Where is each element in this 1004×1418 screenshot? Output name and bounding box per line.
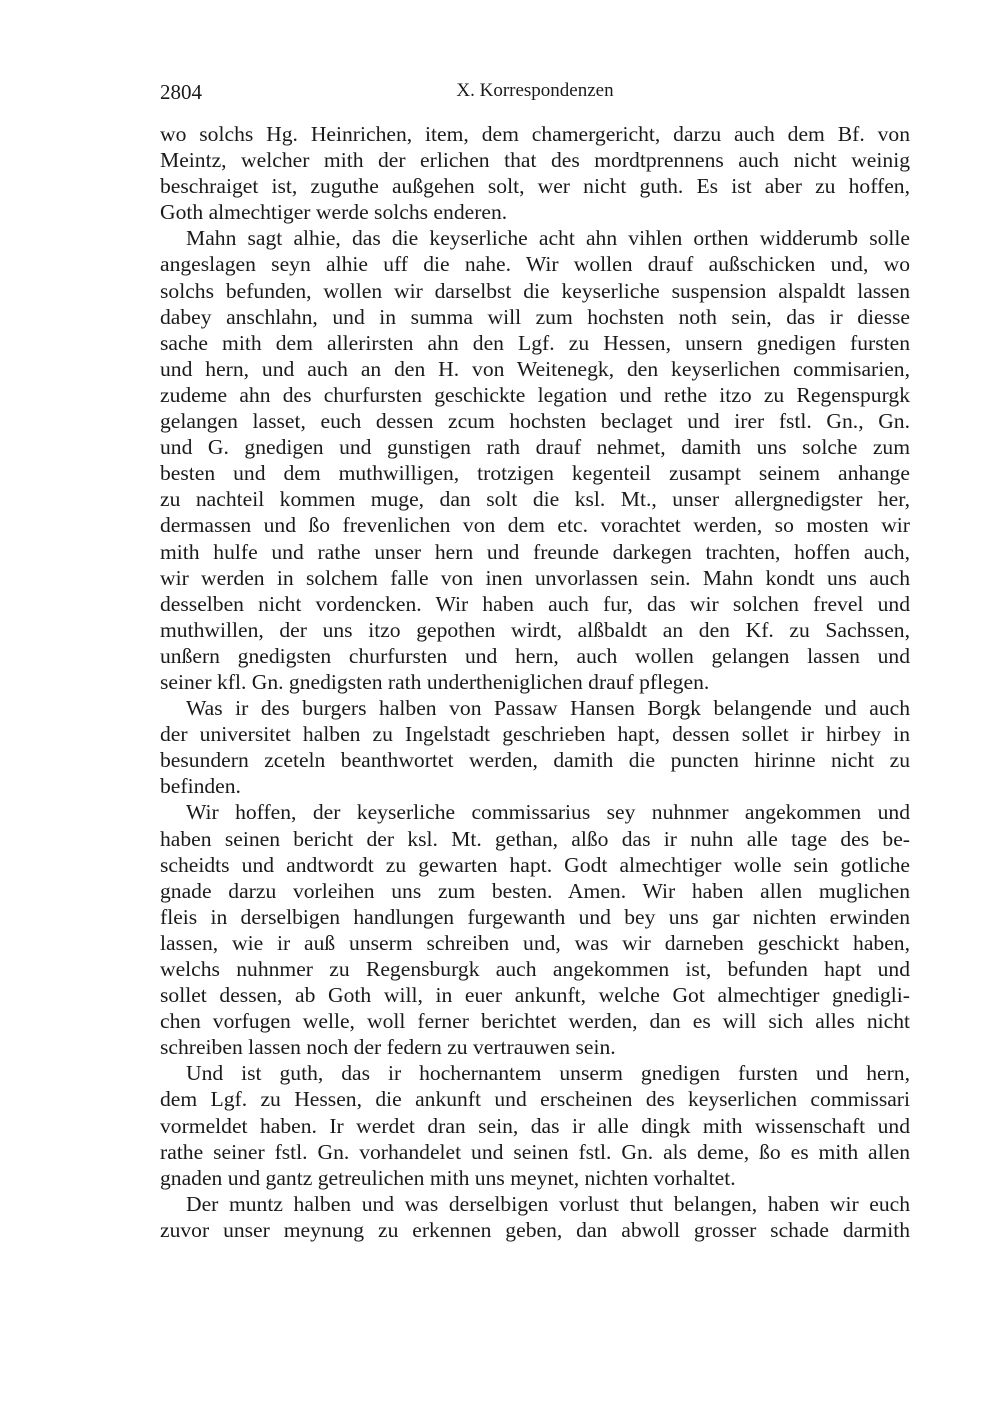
text-line [160,199,910,225]
text-line-content: sollet dessen, ab Goth will, in euer ankunft, welche Got almechtiger gnedigli- [160,983,910,1008]
text-line [160,1217,910,1243]
text-line [160,956,910,982]
text-line [160,121,910,147]
text-line-content: schreiben lassen noch der federn zu vertrauwen sein. [160,1035,616,1060]
text-line-content: zudeme ahn des churfursten geschickte legation und rethe itzo zu Regenspurgk [160,382,910,407]
text-line [160,1191,910,1217]
text-line-content: besten und dem muthwilligen, trotzigen kegenteil zusampt seinem anhange [160,461,910,486]
text-line-content: dermassen und ßo frevenlichen von dem etc. vorachtet werden, so mosten wir [160,513,910,538]
paragraph [160,1191,910,1243]
page-number: 2804 [160,80,202,104]
text-line [160,695,910,721]
text-line [160,382,910,408]
text-line-content: Wir hoffen, der keyserliche commissarius sey nuhnmer angekommen und [186,800,910,825]
text-line-content: welchs nuhnmer zu Regensburgk auch angekommen ist, befunden hapt und [160,957,910,981]
text-line [160,930,910,956]
text-line [160,486,910,512]
text-line-content: und hern, und auch an den H. von Weitenegk, den keyserlichen commisarien, [160,356,910,381]
text-line-content: solchs befunden, wollen wir darselbst die keyserliche suspension alspaldt lassen [160,278,910,303]
text-line-content: fleis in derselbigen handlungen furgewanth und bey uns gar nichten erwinden [160,904,910,929]
text-line-content: zuvor unser meynung zu erkennen geben, dan abwoll grosser schade darmith [160,1217,910,1242]
text-line [160,173,910,199]
text-line [160,225,910,251]
running-head: X. Korrespondenzen [456,80,614,101]
text-line-content: sache mith dem allerirsten ahn den Lgf. zu Hessen, unsern gnedigen fursten [160,330,910,355]
text-line-content: unßern gnedigsten churfursten und hern, auch wollen gelangen lassen und [160,643,910,668]
text-line-content: rathe seiner fstl. Gn. vorhandelet und seinen fstl. Gn. als deme, ßo es mith allen [160,1139,910,1164]
text-line-content: vormeldet haben. Ir werdet dran sein, das ir alle dingk mith wissenschaft und [160,1113,910,1138]
text-line-content: wo solchs Hg. Heinrichen, item, dem chamergericht, darzu auch dem Bf. von [160,122,910,146]
text-line-content: chen vorfugen welle, woll ferner berichtet werden, dan es will sich alles nicht [160,1009,910,1034]
paragraph [160,695,910,799]
text-line [160,1060,910,1086]
text-line [160,434,910,460]
text-line-content: desselben nicht vordencken. Wir haben auch fur, das wir solchen frevel und [160,591,910,616]
text-line-content: dem Lgf. zu Hessen, die ankunft und erscheinen des keyserlichen commissari [160,1087,910,1112]
text-line-content: zu nachteil kommen muge, dan solt die ksl. Mt., unser allergnedigster her, [160,487,910,512]
text-line-content: gnaden und gantz getreulichen mith uns meynet, nichten vorhaltet. [160,1165,736,1190]
paragraph [160,799,910,1060]
text-line [160,878,910,904]
text-line [160,591,910,617]
text-line [160,304,910,330]
text-line-content: Was ir des burgers halben von Passaw Hansen Borgk belangende und auch [186,696,910,721]
text-line-content: besundern zceteln beanthwortet werden, damith die puncten hirinne nicht zu [160,748,910,773]
text-line-content: dabey anschlahn, und in summa will zum hochsten noth sein, das ir diesse [160,304,910,329]
text-line [160,721,910,747]
text-line [160,643,910,669]
text-line-content: gelangen lasset, euch dessen zcum hochsten beclaget und irer fstl. Gn., Gn. [160,409,910,434]
body-text [160,121,910,1243]
text-line [160,147,910,173]
text-line [160,251,910,277]
text-line-content: scheidts und andtwordt zu gewarten hapt. Godt almechtiger wolle sein gotliche [160,852,910,877]
text-line-content: seiner kfl. Gn. gnedigsten rath undertheniglichen drauf pflegen. [160,669,710,694]
text-line [160,799,910,825]
text-line [160,512,910,538]
text-line [160,1139,910,1165]
text-line [160,826,910,852]
text-line [160,1086,910,1112]
text-line-content: und G. gnedigen und gunstigen rath drauf nehmet, damith uns solche zum [160,435,910,460]
text-line [160,460,910,486]
text-line-content: beschraiget ist, zuguthe außgehen solt, wer nicht guth. Es ist aber zu hoffen, [160,174,910,199]
text-line-content: befinden. [160,774,241,799]
text-line [160,1008,910,1034]
text-line [160,982,910,1008]
text-line-content: Goth almechtiger werde solchs enderen. [160,200,508,225]
text-line [160,1165,910,1191]
text-line [160,356,910,382]
text-line-content: Mahn sagt alhie, das die keyserliche acht ahn vihlen orthen widderumb solle [186,226,910,251]
paragraph [160,121,910,225]
text-line-content: lassen, wie ir auß unserm schreiben und, was wir darneben geschickt haben, [160,930,910,955]
text-line-content: haben seinen bericht der ksl. Mt. gethan, alßo das ir nuhn alle tage des be- [160,826,910,851]
text-line [160,539,910,565]
text-line [160,852,910,878]
text-line [160,278,910,304]
page-header [160,80,910,106]
text-line-content: mith hulfe und rathe unser hern und freunde darkegen trachten, hoffen auch, [160,539,910,564]
text-line-content: Und ist guth, das ir hochernantem unserm gnedigen fursten und hern, [186,1061,910,1086]
text-line [160,1034,910,1060]
text-line-content: Der muntz halben und was derselbigen vorlust thut belangen, haben wir euch [186,1191,910,1216]
text-line [160,747,910,773]
text-line [160,617,910,643]
text-line-content: muthwillen, der uns itzo gepothen wirdt, alßbaldt an den Kf. zu Sachssen, [160,617,910,642]
text-line [160,904,910,930]
text-line [160,1113,910,1139]
text-line [160,565,910,591]
text-line [160,773,910,799]
text-line-content: gnade darzu vorleihen uns zum besten. Amen. Wir haben allen muglichen [160,878,910,903]
paragraph [160,1060,910,1190]
text-line-content: der universitet halben zu Ingelstadt geschrieben hapt, dessen sollet ir hirbey in [160,722,910,747]
paragraph [160,225,910,695]
text-line-content: wir werden in solchem falle von inen unvorlassen sein. Mahn kondt uns auch [160,565,910,590]
text-line [160,408,910,434]
text-line-content: angeslagen seyn alhie uff die nahe. Wir wollen drauf außschicken und, wo [160,252,910,277]
text-line [160,669,910,695]
text-line [160,330,910,356]
text-line-content: Meintz, welcher mith der erlichen that des mordtprennens auch nicht weinig [160,148,910,173]
